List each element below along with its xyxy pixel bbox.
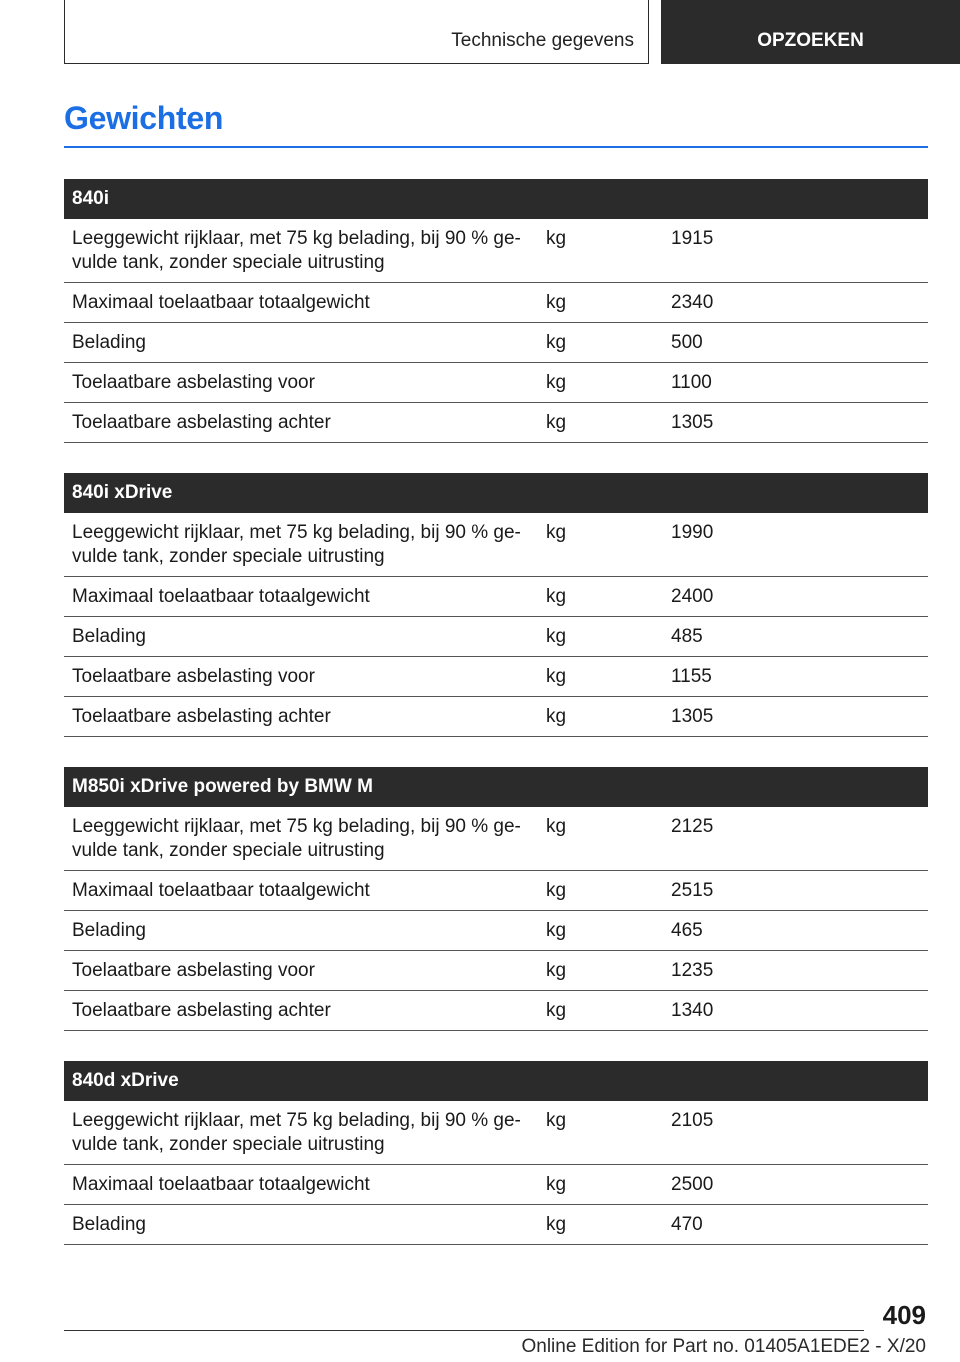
weights-table	[64, 473, 928, 737]
table-row	[64, 991, 928, 1031]
table-title: 840i	[64, 179, 928, 219]
header-section-tab	[64, 0, 649, 64]
row-unit: kg	[546, 706, 567, 727]
row-unit: kg	[546, 1174, 567, 1195]
row-unit: kg	[546, 586, 567, 607]
table-title: 840d xDrive	[64, 1061, 928, 1101]
row-unit: kg	[546, 228, 567, 249]
footer-divider	[64, 1330, 864, 1331]
table-row	[64, 219, 928, 283]
row-value: 465	[671, 920, 703, 941]
row-unit: kg	[546, 666, 567, 687]
row-label: Belading	[72, 1214, 146, 1235]
row-unit: kg	[546, 1000, 567, 1021]
row-value: 2340	[671, 292, 714, 313]
row-label: Toelaatbare asbelasting voor	[72, 960, 315, 981]
table-row	[64, 513, 928, 577]
title-divider	[64, 146, 928, 148]
table-row	[64, 323, 928, 363]
row-label: Toelaatbare asbelasting voor	[72, 372, 315, 393]
table-title: M850i xDrive powered by BMW M	[64, 767, 928, 807]
table-row	[64, 1165, 928, 1205]
table-row	[64, 403, 928, 443]
footer-edition: Online Edition for Part no. 01405A1EDE2 - X/20	[521, 1336, 926, 1357]
row-label: Belading	[72, 626, 146, 647]
row-value: 1990	[671, 522, 714, 543]
row-value: 1915	[671, 228, 714, 249]
header-section-title: Technische gegevens	[451, 30, 634, 51]
table-row	[64, 657, 928, 697]
table-row	[64, 617, 928, 657]
row-label: Maximaal toelaatbaar totaalgewicht	[72, 586, 370, 607]
row-value: 470	[671, 1214, 703, 1235]
row-value: 485	[671, 626, 703, 647]
row-unit: kg	[546, 292, 567, 313]
row-label: Leeggewicht rijklaar, met 75 kg belading, bij 90 % ge- vulde tank, zonder speciale uitrusting	[72, 228, 521, 273]
table-row	[64, 363, 928, 403]
row-label: Belading	[72, 332, 146, 353]
row-unit: kg	[546, 332, 567, 353]
table-row	[64, 911, 928, 951]
row-label: Toelaatbare asbelasting achter	[72, 1000, 331, 1021]
weights-table	[64, 1061, 928, 1245]
page-title: Gewichten	[64, 100, 224, 136]
row-value: 1305	[671, 706, 714, 727]
table-row	[64, 807, 928, 871]
row-unit: kg	[546, 880, 567, 901]
row-value: 2400	[671, 586, 714, 607]
table-row	[64, 283, 928, 323]
row-unit: kg	[546, 816, 567, 837]
row-value: 2515	[671, 880, 714, 901]
row-value: 2125	[671, 816, 714, 837]
weights-table	[64, 179, 928, 443]
lookup-nav-button[interactable]: OPZOEKEN	[661, 0, 960, 64]
row-value: 2500	[671, 1174, 714, 1195]
row-value: 500	[671, 332, 703, 353]
row-value: 1340	[671, 1000, 714, 1021]
row-label: Leeggewicht rijklaar, met 75 kg belading, bij 90 % ge- vulde tank, zonder speciale uitrusting	[72, 522, 521, 567]
table-row	[64, 577, 928, 617]
row-unit: kg	[546, 626, 567, 647]
row-unit: kg	[546, 920, 567, 941]
row-value: 1235	[671, 960, 714, 981]
table-row	[64, 697, 928, 737]
page-number: 409	[882, 1300, 926, 1330]
row-value: 1100	[671, 372, 712, 393]
row-unit: kg	[546, 372, 567, 393]
table-row	[64, 871, 928, 911]
table-row	[64, 1101, 928, 1165]
row-unit: kg	[546, 522, 567, 543]
row-label: Toelaatbare asbelasting achter	[72, 412, 331, 433]
row-label: Leeggewicht rijklaar, met 75 kg belading, bij 90 % ge- vulde tank, zonder speciale uitrusting	[72, 1110, 521, 1155]
table-row	[64, 951, 928, 991]
weights-table	[64, 767, 928, 1031]
row-label: Toelaatbare asbelasting voor	[72, 666, 315, 687]
weights-tables	[64, 179, 928, 1275]
row-label: Maximaal toelaatbaar totaalgewicht	[72, 880, 370, 901]
table-title: 840i xDrive	[64, 473, 928, 513]
row-unit: kg	[546, 1110, 567, 1131]
row-label: Maximaal toelaatbaar totaalgewicht	[72, 1174, 370, 1195]
row-label: Belading	[72, 920, 146, 941]
row-unit: kg	[546, 412, 567, 433]
row-unit: kg	[546, 960, 567, 981]
row-label: Maximaal toelaatbaar totaalgewicht	[72, 292, 370, 313]
row-value: 1155	[671, 666, 712, 687]
row-unit: kg	[546, 1214, 567, 1235]
table-row	[64, 1205, 928, 1245]
row-label: Toelaatbare asbelasting achter	[72, 706, 331, 727]
row-value: 2105	[671, 1110, 714, 1131]
row-value: 1305	[671, 412, 714, 433]
row-label: Leeggewicht rijklaar, met 75 kg belading, bij 90 % ge- vulde tank, zonder speciale uitrusting	[72, 816, 521, 861]
